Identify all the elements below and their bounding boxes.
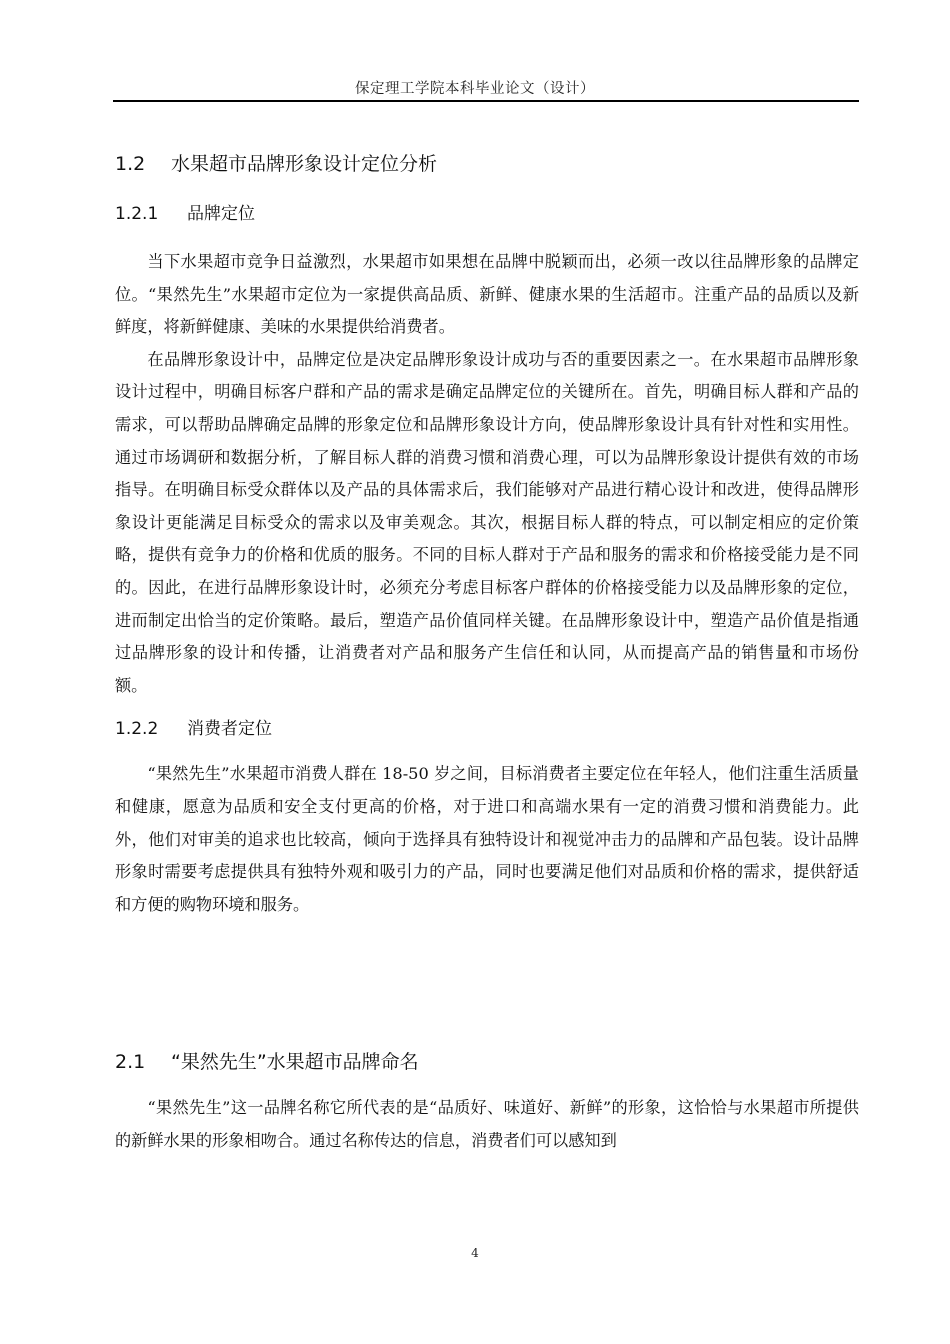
section-title: 品牌定位 bbox=[187, 204, 255, 224]
section-heading-1-2-2 bbox=[115, 716, 859, 742]
chapter-heading-2 bbox=[115, 987, 859, 1017]
section-heading-1-2 bbox=[115, 150, 859, 178]
section-number: 1.2 bbox=[115, 153, 146, 175]
section-number: 2.1 bbox=[115, 1051, 146, 1074]
section-body-1-2-1 bbox=[115, 246, 859, 702]
section-body-2-1 bbox=[115, 1092, 859, 1157]
paragraph: “果然先生”这一品牌名称它所代表的是“品质好、味道好、新鲜”的形象，这恰恰与水果超市所提供的新鲜水果的形象相吻合。通过名称传达的信息，消费者们可以感知到 bbox=[115, 1098, 859, 1150]
page-number: 4 bbox=[471, 1246, 479, 1260]
section-title: 水果超市品牌形象设计定位分析 bbox=[171, 153, 438, 175]
section-body-1-2-2 bbox=[115, 758, 859, 921]
section-number: 1.2.2 bbox=[115, 719, 159, 740]
running-header: 保定理工学院本科毕业论文（设计） bbox=[355, 81, 595, 97]
section-heading-1-2-1 bbox=[115, 201, 859, 227]
paragraph: 在品牌形象设计中，品牌定位是决定品牌形象设计成功与否的重要因素之一。在水果超市品牌形象设计过程中，明确目标客户群和产品的需求是确定品牌定位的关键所在。首先，明确目标人群和产品的需求，可以帮助品牌确定品牌的形象定位和品牌形象设计方向，使品牌形象设计具有针对性和实用性。通过市场调研和数据分析，了解目标人群的消费习惯和消费心理，可以为品牌形象设计提供有效的市场指导。在明确目标受众群体以及产品的具体需求后，我们能够对产品进行精心设计和改进，使得品牌形象设计更能满足目标受众的需求以及审美观念。其次，根据目标人群的特点，可以制定相应的定价策略，提供有竞争力的价格和优质的服务。不同的目标人群对于产品和服务的需求和价格接受能力是不同的。因此，在进行品牌形象设计时，必须充分考虑目标客户群体的价格接受能力以及品牌形象的定位，进而制定出恰当的定价策略。最后，塑造产品价值同样关键。在品牌形象设计中，塑造产品价值是指通过品牌形象的设计和传播，让消费者对产品和服务产生信任和认同，从而提高产品的销售量和市场份额。 bbox=[115, 349, 859, 695]
paragraph: 当下水果超市竞争日益激烈，水果超市如果想在品牌中脱颖而出，必须一改以往品牌形象的品牌定位。“果然先生”水果超市定位为一家提供高品质、新鲜、健康水果的生活超市。注重产品的品质以及新鲜度，将新鲜健康、美味的水果提供给消费者。 bbox=[115, 252, 859, 337]
section-title: 消费者定位 bbox=[187, 719, 272, 740]
paragraph: “果然先生”水果超市消费人群在 18-50 岁之间，目标消费者主要定位在年轻人，他们注重生活质量和健康，愿意为品质和安全支付更高的价格，对于进口和高端水果有一定的消费习惯和消费能力。此外，他们对审美的追求也比较高，倾向于选择具有独特设计和视觉冲击力的品牌和产品包装。设计品牌形象时需要考虑提供具有独特外观和吸引力的产品，同时也要满足他们对品质和价格的需求，提供舒适和方便的购物环境和服务。 bbox=[115, 764, 859, 914]
header-rule bbox=[113, 100, 859, 102]
section-number: 1.2.1 bbox=[115, 204, 159, 224]
section-heading-2-1 bbox=[115, 1048, 859, 1076]
section-title: “果然先生”水果超市品牌命名 bbox=[171, 1051, 419, 1074]
page-content bbox=[115, 150, 859, 1157]
